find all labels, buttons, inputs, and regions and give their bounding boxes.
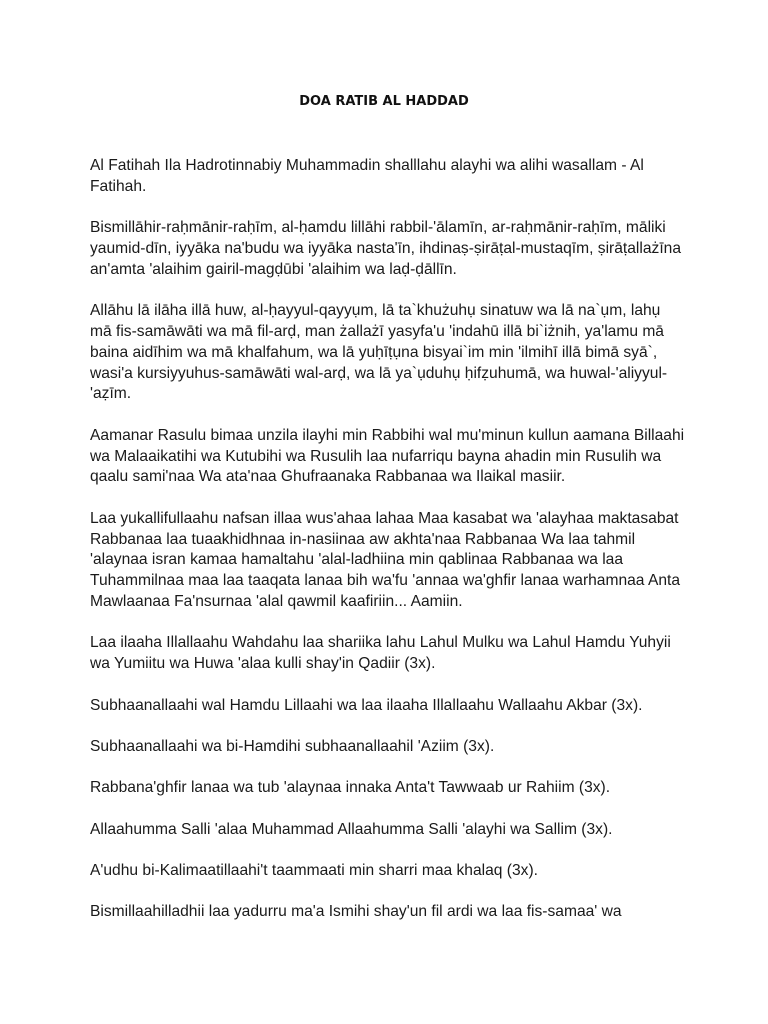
paragraph-al-fatihah-dedication: Al Fatihah Ila Hadrotinnabiy Muhammadin shalllahu alayhi wa alihi wasallam - Al Fatihah.: [90, 157, 644, 195]
paragraph-ayat-al-kursi: Allāhu lā ilāha illā huw, al-ḥayyul-qayyụm, lā ta`khużuhụ sinatuw wa lā na`ụm, lahụ mā fis-samāwāti wa mā fil-arḍ, man żallażī yasyfa'u 'indahū illā bi`iżnih, ya'lamu mā baina aidīhim wa mā khalfahum, wa lā yuḥīṭụna bisyai`im min 'ilmihī illā bimā syā`, wasi'a kursiyyuhus-samāwāti wal-arḍ, wa lā ya`ụduhụ ḥifẓuhumā, wa huwal-'aliyyul-'aẓīm.: [90, 302, 668, 403]
paragraph-laa-yukallifullaahu: Laa yukallifullaahu nafsan illaa wus'ahaa lahaa Maa kasabat wa 'alayhaa maktasabat Rabbanaa laa tuaakhidhnaa in-nasiinaa aw akhta'naa Rabbanaa Wa laa tahmil 'alaynaa isran kamaa hamaltahu 'alal-ladhiina min qablinaa Rabbanaa wa laa Tuhammilnaa maa laa taaqata lanaa bih wa'fu 'annaa wa'ghfir lanaa warhamnaa Anta Mawlaanaa Fa'nsurnaa 'alal qawmil kaafiriin... Aamiin.: [90, 509, 681, 610]
paragraph-audhu-bikalimaatillaahi: A'udhu bi-Kalimaatillaahi't taammaati min sharri maa khalaq (3x).: [90, 862, 538, 880]
paragraph-laa-ilaaha-illallaahu: Laa ilaaha Illallaahu Wahdahu laa shariika lahu Lahul Mulku wa Lahul Hamdu Yuhyii wa Yumiitu wa Huwa 'alaa kulli shay'in Qadiir (3x).: [90, 634, 671, 673]
paragraph-allaahumma-salli: Allaahumma Salli 'alaa Muhammad Allaahumma Salli 'alayhi wa Sallim (3x).: [90, 820, 613, 838]
document-body: [90, 156, 686, 944]
paragraph-bismillaahilladhii: Bismillaahilladhii laa yadurru ma'a Ismihi shay'un fil ardi wa laa fis-samaa' wa: [90, 903, 622, 921]
paragraph-surah-al-fatihah: Bismillāhir-raḥmānir-raḥīm, al-ḥamdu lillāhi rabbil-'ālamīn, ar-raḥmānir-raḥīm, māliki yaumid-dīn, iyyāka na'budu wa iyyāka nasta'īn, ihdinaṣ-ṣirāṭal-mustaqīm, ṣirāṭallażīna an'amta 'alaihim gairil-magḍūbi 'alaihim wa laḍ-ḍāllīn.: [90, 219, 682, 278]
paragraph-subhaanallaahi-wal-hamdu: Subhaanallaahi wal Hamdu Lillaahi wa laa ilaaha Illallaahu Wallaahu Akbar (3x).: [90, 696, 643, 714]
paragraph-aamanar-rasulu: Aamanar Rasulu bimaa unzila ilayhi min Rabbihi wal mu'minun kullun aamana Billaahi wa Malaaikatihi wa Kutubihi wa Rusulih laa nufarriqu bayna ahadin min Rusulih wa qaalu sami'naa Wa ata'naa Ghufraanaka Rabbanaa wa Ilaikal masiir.: [90, 426, 685, 486]
paragraph-rabbanaghfir: Rabbana'ghfir lanaa wa tub 'alaynaa innaka Anta't Tawwaab ur Rahiim (3x).: [90, 779, 611, 797]
document-title: DOA RATIB AL HADDAD: [299, 94, 469, 109]
paragraph-subhaanallaahi-wa-bihamdihi: Subhaanallaahi wa bi-Hamdihi subhaanallaahil 'Aziim (3x).: [90, 737, 495, 755]
